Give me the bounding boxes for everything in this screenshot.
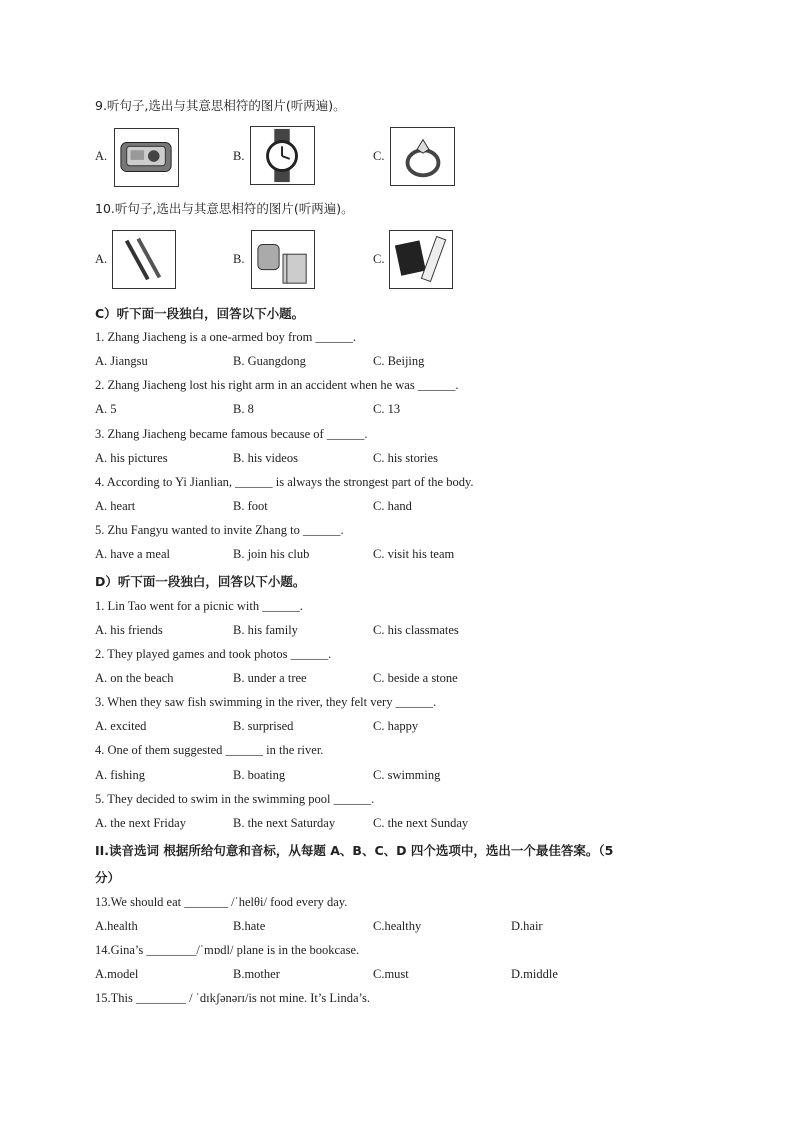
pen-icon xyxy=(113,231,175,288)
ring-picture[interactable] xyxy=(390,127,455,186)
pens-picture[interactable] xyxy=(112,230,176,289)
d-q3-option-b[interactable]: B. surprised xyxy=(233,719,294,733)
c-q1-option-b[interactable]: B. Guangdong xyxy=(233,354,306,368)
d-q1-stem: 1. Lin Tao went for a picnic with ______. xyxy=(95,599,303,613)
ii-q14-option-c[interactable]: C.must xyxy=(373,967,409,981)
c-q4-option-a[interactable]: A. heart xyxy=(95,499,136,513)
q10-option-a-label: A. xyxy=(95,252,108,266)
d-q2-option-a[interactable]: A. on the beach xyxy=(95,671,174,685)
c-q2-option-c[interactable]: C. 13 xyxy=(373,402,401,416)
q9-option-a-label: A. xyxy=(95,149,108,163)
c-q3-option-b[interactable]: B. his videos xyxy=(233,451,298,465)
backpack-books-picture[interactable] xyxy=(251,230,315,289)
q10-option-b-label: B. xyxy=(233,252,245,266)
c-q1-option-c[interactable]: C. Beijing xyxy=(373,354,425,368)
c-q1-stem: 1. Zhang Jiacheng is a one-armed boy from ______. xyxy=(95,330,357,344)
d-q4-stem: 4. One of them suggested ______ in the river. xyxy=(95,743,324,757)
ii-q14-option-a[interactable]: A.model xyxy=(95,967,139,981)
watch-icon xyxy=(251,127,314,184)
section-ii-heading: II.读音选词 根据所给句意和音标，从每题 A、B、C、D 四个选项中，选出一个最佳答案。（5 xyxy=(95,843,614,858)
d-q5-option-a[interactable]: A. the next Friday xyxy=(95,816,186,830)
c-q2-option-b[interactable]: B. 8 xyxy=(233,402,254,416)
d-q5-stem: 5. They decided to swim in the swimming pool ______. xyxy=(95,792,375,806)
c-q5-option-b[interactable]: B. join his club xyxy=(233,547,310,561)
c-q4-stem: 4. According to Yi Jianlian, ______ is always the strongest part of the body. xyxy=(95,475,474,489)
c-q3-stem: 3. Zhang Jiacheng became famous because of ______. xyxy=(95,427,368,441)
c-q3-option-c[interactable]: C. his stories xyxy=(373,451,438,465)
q9-prompt: 9.听句子,选出与其意思相符的图片(听两遍)。 xyxy=(95,98,346,113)
d-q4-option-b[interactable]: B. boating xyxy=(233,768,286,782)
c-q5-option-c[interactable]: C. visit his team xyxy=(373,547,455,561)
section-c-heading: C）听下面一段独白，回答以下小题。 xyxy=(95,306,305,321)
section-d-heading: D）听下面一段独白，回答以下小题。 xyxy=(95,574,306,589)
q9-option-c-label: C. xyxy=(373,149,385,163)
pencil-case-picture[interactable] xyxy=(114,128,179,187)
notebook-icon xyxy=(390,231,452,288)
ii-q14-option-b[interactable]: B.mother xyxy=(233,967,280,981)
ii-q14-option-d[interactable]: D.middle xyxy=(511,967,558,981)
ii-q13-option-b[interactable]: B.hate xyxy=(233,919,266,933)
ii-q15-stem: 15.This ________ / ˈdɪkʃənərɪ/is not mine. It’s Linda’s. xyxy=(95,991,370,1005)
q10-prompt: 10.听句子,选出与其意思相符的图片(听两遍)。 xyxy=(95,201,354,216)
ii-q13-stem: 13.We should eat _______ /ˈhelθi/ food every day. xyxy=(95,895,348,909)
backpack-icon xyxy=(252,231,314,288)
d-q2-option-b[interactable]: B. under a tree xyxy=(233,671,307,685)
d-q3-option-a[interactable]: A. excited xyxy=(95,719,147,733)
c-q2-stem: 2. Zhang Jiacheng lost his right arm in an accident when he was ______. xyxy=(95,378,459,392)
d-q4-option-c[interactable]: C. swimming xyxy=(373,768,441,782)
c-q4-option-b[interactable]: B. foot xyxy=(233,499,268,513)
d-q1-option-b[interactable]: B. his family xyxy=(233,623,298,637)
c-q5-option-a[interactable]: A. have a meal xyxy=(95,547,170,561)
c-q1-option-a[interactable]: A. Jiangsu xyxy=(95,354,148,368)
c-q4-option-c[interactable]: C. hand xyxy=(373,499,412,513)
ring-icon xyxy=(391,128,454,185)
d-q1-option-c[interactable]: C. his classmates xyxy=(373,623,459,637)
c-q5-stem: 5. Zhu Fangyu wanted to invite Zhang to ______. xyxy=(95,523,344,537)
d-q3-stem: 3. When they saw fish swimming in the river, they felt very ______. xyxy=(95,695,437,709)
d-q4-option-a[interactable]: A. fishing xyxy=(95,768,145,782)
ii-q14-stem: 14.Gina’s ________/ˈmɒdl/ plane is in the bookcase. xyxy=(95,943,360,957)
q10-option-c-label: C. xyxy=(373,252,385,266)
notebook-ruler-picture[interactable] xyxy=(389,230,453,289)
d-q1-option-a[interactable]: A. his friends xyxy=(95,623,163,637)
d-q2-option-c[interactable]: C. beside a stone xyxy=(373,671,458,685)
d-q2-stem: 2. They played games and took photos ______. xyxy=(95,647,332,661)
q9-option-b-label: B. xyxy=(233,149,245,163)
pencil-case-icon xyxy=(115,129,178,186)
ii-q13-option-d[interactable]: D.hair xyxy=(511,919,543,933)
c-q2-option-a[interactable]: A. 5 xyxy=(95,402,117,416)
d-q5-option-b[interactable]: B. the next Saturday xyxy=(233,816,336,830)
section-ii-heading-cont: 分） xyxy=(95,870,121,885)
c-q3-option-a[interactable]: A. his pictures xyxy=(95,451,168,465)
watch-picture[interactable] xyxy=(250,126,315,185)
d-q3-option-c[interactable]: C. happy xyxy=(373,719,419,733)
ii-q13-option-a[interactable]: A.health xyxy=(95,919,138,933)
ii-q13-option-c[interactable]: C.healthy xyxy=(373,919,422,933)
d-q5-option-c[interactable]: C. the next Sunday xyxy=(373,816,469,830)
